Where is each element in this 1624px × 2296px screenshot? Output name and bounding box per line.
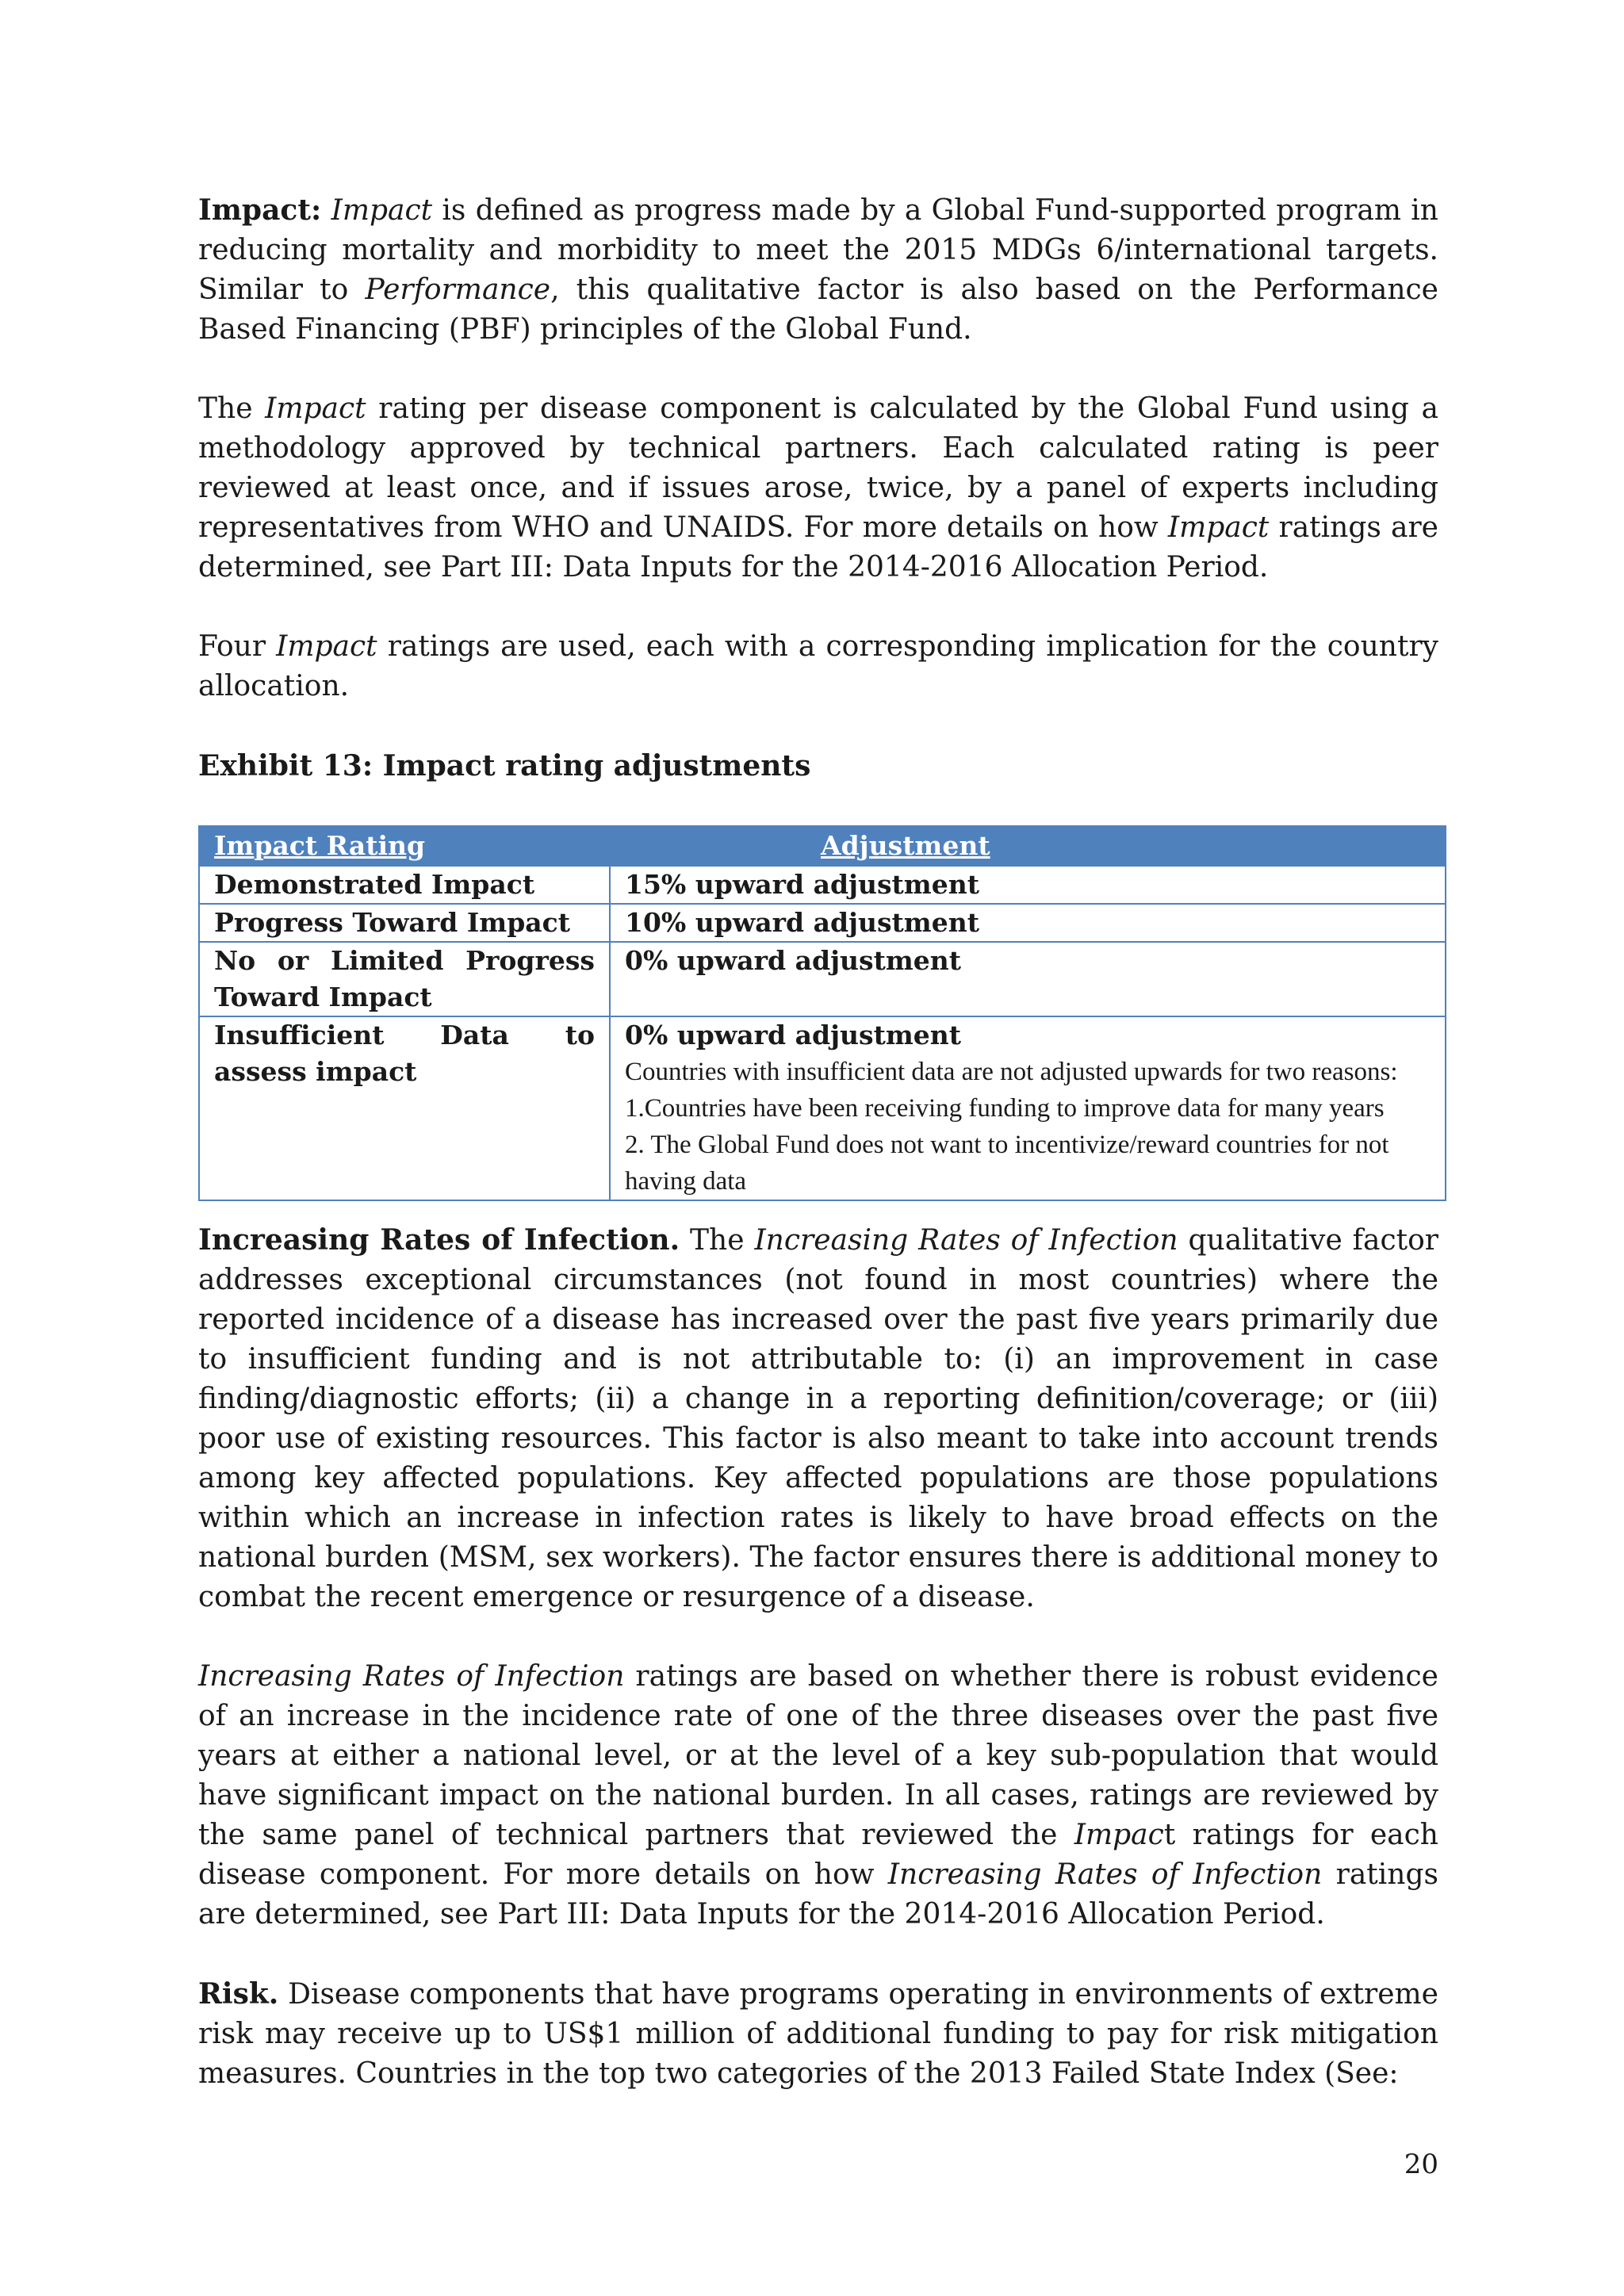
page-number: 20 [1404,2149,1438,2180]
header-impact-rating: Impact Rating [199,826,610,866]
rating-cell: Insufficient Data to assess impact [199,1016,610,1200]
impact-term: Impact [331,194,433,227]
table-row [199,942,1446,1016]
adjustment-note: Countries with insufficient data are not adjusted upwards for two reasons: [625,1058,1398,1086]
adjustment-cell: 10% upward adjustment [610,904,1446,942]
impact-rating-paragraph: The Impact rating per disease component is calculated by the Global Fund using a methodology approved by technical partners. Each calculated rating is peer reviewed at least once, and if issues arose, twice, by a panel of experts including representatives from WHO and UNAIDS. For more details on how Impact ratings are determined, see Part III: Data Inputs for the 2014-2016 Allocation Period. [198,392,1438,584]
risk-paragraph: Risk. Disease components that have programs operating in environments of extreme risk may receive up to US$1 million of additional funding to pay for risk mitigation measures. Countries in the top two categories of the 2013 Failed State Index (See: [198,1977,1438,2090]
document-body [198,190,1438,2094]
infection-lead: Increasing Rates of Infection. [198,1223,680,1257]
table-row [199,904,1446,942]
four-ratings-paragraph: Four Impact ratings are used, each with a corresponding implication for the country allocation. [198,630,1438,702]
rating-cell: Progress Toward Impact [199,904,610,942]
rating-cell: No or Limited Progress Toward Impact [199,942,610,1016]
adjustment-cell: 15% upward adjustment [610,866,1446,904]
exhibit-title: Exhibit 13: Impact rating adjustments [198,749,811,783]
impact-paragraph: Impact: Impact is defined as progress made by a Global Fund-supported program in reducing mortality and morbidity to meet the 2015 MDGs 6/international targets. Similar to Performance, this qualitative factor is also based on the Performance Based Financing (PBF) principles of the Global Fund. [198,193,1438,346]
adjustment-reason-2: 2. The Global Fund does not want to incentivize/reward countries for not having data [625,1131,1389,1196]
impact-rating-table [198,825,1446,1201]
header-adjustment: Adjustment [610,826,1446,866]
impact-lead: Impact: [198,193,322,227]
infection-paragraph: Increasing Rates of Infection. The Increasing Rates of Infection qualitative factor addresses exceptional circumstances (not found in most countries) where the reported incidence of a disease has increased over the past five years primarily due to insufficient funding and is not attributable to: (i) an improvement in case finding/diagnostic efforts; (ii) a change in a reporting definition/coverage; or (iii) poor use of existing resources. This factor is also meant to take into account trends among key affected populations. Key affected populations are those populations within which an increase in infection rates is likely to have broad effects on the national burden (MSM, sex workers). The factor ensures there is additional money to combat the recent emergence or resurgence of a disease. [198,1223,1438,1613]
rating-cell: Demonstrated Impact [199,866,610,904]
adjustment-value: 0% upward adjustment [625,1020,961,1050]
infection-ratings-paragraph: Increasing Rates of Infection ratings are based on whether there is robust evidence of an increase in the incidence rate of one of the three diseases over the past five years at either a national level, or at the level of a key sub-population that would have significant impact on the national burden. In all cases, ratings are reviewed by the same panel of technical partners that reviewed the Impact ratings for each disease component. For more details on how Increasing Rates of Infection ratings are determined, see Part III: Data Inputs for the 2014-2016 Allocation Period. [198,1660,1438,1931]
table-header-row [199,826,1446,866]
adjustment-cell: 0% upward adjustment [610,942,1446,1016]
risk-lead: Risk. [198,1977,279,2011]
adjustment-cell [610,1016,1446,1200]
adjustment-reason-1: 1.Countries have been receiving funding to improve data for many years [625,1094,1385,1123]
table-row [199,1016,1446,1200]
table-row [199,866,1446,904]
